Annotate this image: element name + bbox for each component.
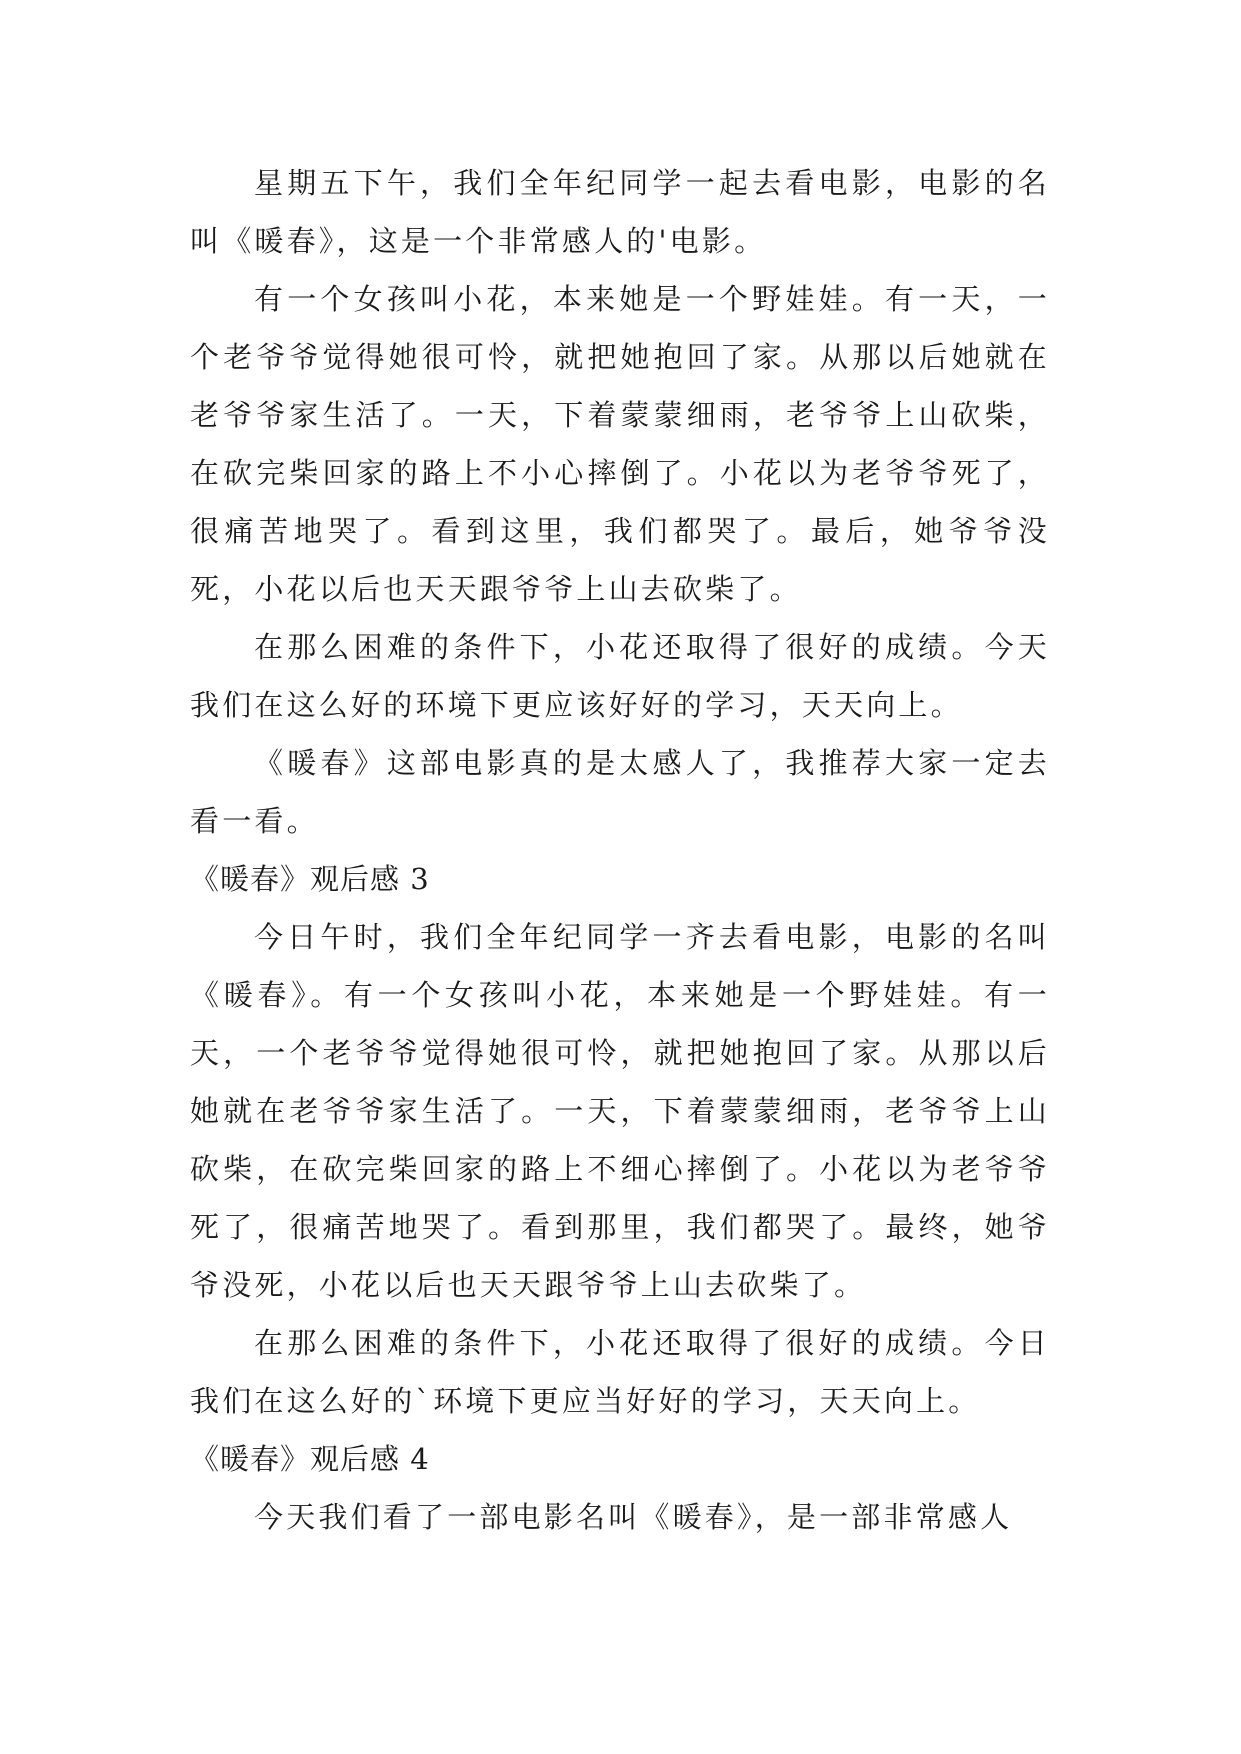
paragraph: 星期五下午，我们全年纪同学一起去看电影，电影的名叫《暖春》，这是一个非常感人的'电影。 [190,166,1050,258]
document-page [190,154,1050,1546]
paragraph: 在那么困难的条件下，小花还取得了很好的成绩。今天我们在这么好的环境下更应该好好的学习，天天向上。 [190,630,1050,722]
section-heading: 《暖春》观后感 4 [190,1442,430,1476]
paragraph: 在那么困难的条件下，小花还取得了很好的成绩。今日我们在这么好的`环境下更应当好好的学习，天天向上。 [190,1326,1050,1418]
paragraph: 《暖春》这部电影真的是太感人了，我推荐大家一定去看一看。 [190,746,1050,838]
paragraph: 今天我们看了一部电影名叫《暖春》，是一部非常感人 [254,1500,1013,1534]
paragraph: 有一个女孩叫小花，本来她是一个野娃娃。有一天，一个老爷爷觉得她很可怜，就把她抱回了家。从那以后她就在老爷爷家生活了。一天，下着蒙蒙细雨，老爷爷上山砍柴，在砍完柴回家的路上不小心摔倒了。小花以为老爷爷死了，很痛苦地哭了。看到这里，我们都哭了。最后，她爷爷没死，小花以后也天天跟爷爷上山去砍柴了。 [190,282,1050,606]
section-heading: 《暖春》观后感 3 [190,862,430,896]
paragraph: 今日午时，我们全年纪同学一齐去看电影，电影的名叫《暖春》。有一个女孩叫小花，本来她是一个野娃娃。有一天，一个老爷爷觉得她很可怜，就把她抱回了家。从那以后她就在老爷爷家生活了。一天，下着蒙蒙细雨，老爷爷上山砍柴，在砍完柴回家的路上不细心摔倒了。小花以为老爷爷死了，很痛苦地哭了。看到那里，我们都哭了。最终，她爷爷没死，小花以后也天天跟爷爷上山去砍柴了。 [190,920,1050,1302]
